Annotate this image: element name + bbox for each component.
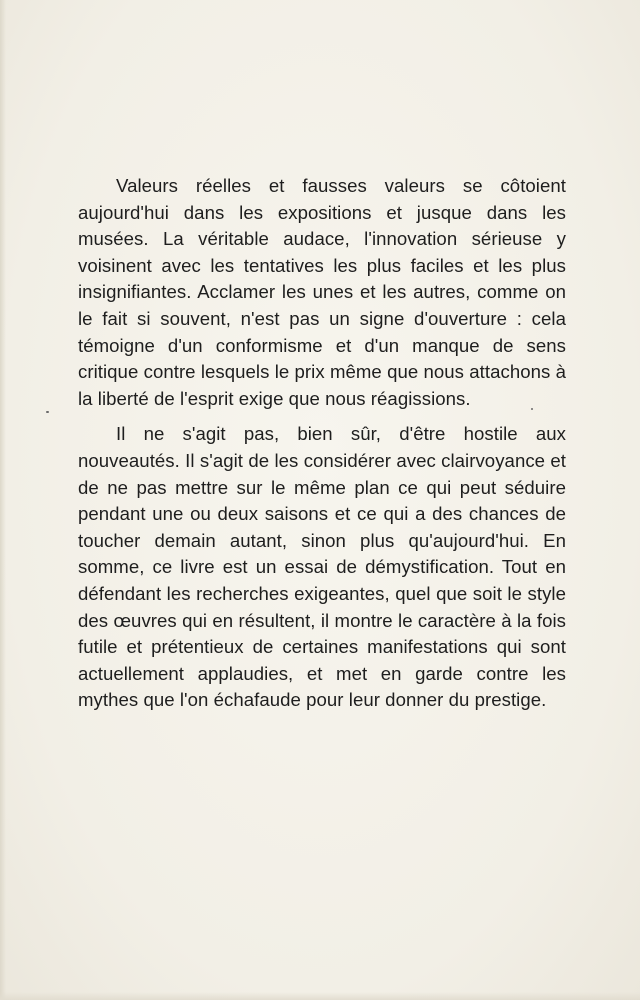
blurb-paragraph-1: Valeurs réelles et fausses valeurs se côtoient aujourd'hui dans les expositions et jusque dans les musées. La véritable audace, l'innovation sérieuse y voisinent avec les tentatives les plus faciles et les plus insignifiantes. Acclamer les unes et les autres, comme on le fait si souvent, n'est pas un signe d'ouverture : cela témoigne d'un conformisme et d'un manque de sens critique contre lesquels le prix même que nous attachons à la liberté de l'esprit exige que nous réagissions. bbox=[78, 175, 566, 409]
page-bottom-shadow bbox=[0, 992, 640, 1000]
blurb-paragraph-2: Il ne s'agit pas, bien sûr, d'être hostile aux nouveautés. Il s'agit de les considérer avec clairvoyance et de ne pas mettre sur le même plan ce qui peut séduire pendant une ou deux saisons et ce qui a des chances de toucher demain autant, sinon plus qu'aujourd'hui. En somme, ce livre est un essai de démystification. Tout en défendant les recherches exigeantes, quel que soit le style des œuvres qui en résultent, il montre le caractère à la fois futile et prétentieux de certaines manifestations qui sont actuellement applaudies, et met en garde contre les mythes que l'on échafaude pour leur donner du prestige. bbox=[78, 423, 566, 711]
page-edge-shadow bbox=[0, 0, 6, 1000]
paper-speck bbox=[46, 411, 49, 413]
blurb-text-block bbox=[78, 173, 566, 714]
paper-speck bbox=[531, 408, 533, 410]
